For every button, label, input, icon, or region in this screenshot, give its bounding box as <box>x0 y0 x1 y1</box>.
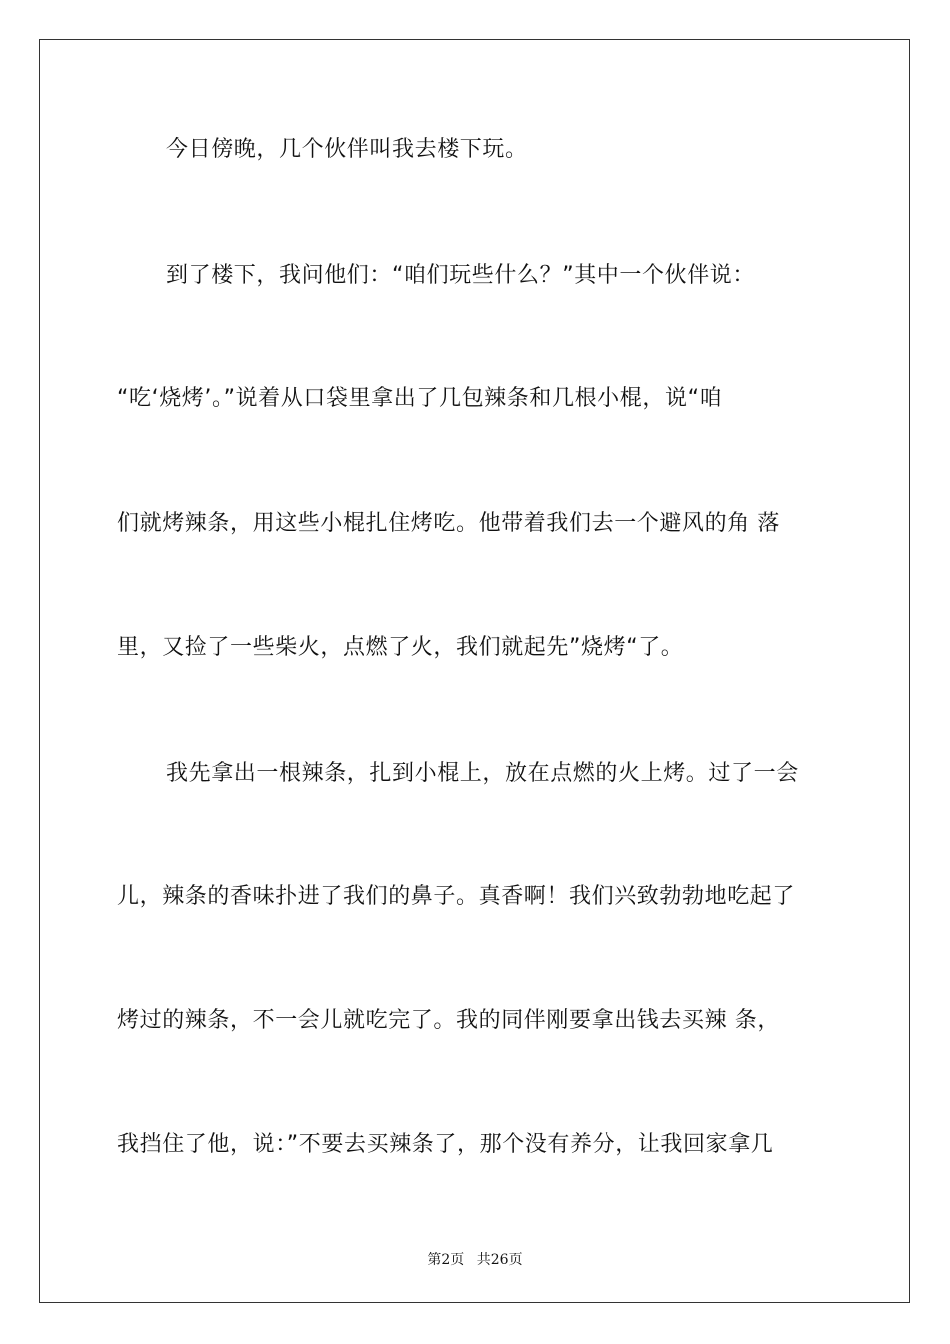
paragraph-line: “吃‘烧烤’。”说着从口袋里拿出了几包辣条和几根小棍，说“咱 <box>117 386 723 411</box>
paragraph-line: 们就烤辣条，用这些小棍扎住烤吃。他带着我们去一个避风的角 落 <box>117 511 780 536</box>
paragraph-line: 今日傍晚，几个伙伴叫我去楼下玩。 <box>166 137 528 162</box>
page-border <box>39 39 910 1303</box>
paragraph-line: 烤过的辣条，不一会儿就吃完了。我的同伴刚要拿出钱去买辣 条， <box>117 1008 780 1033</box>
paragraph-line: 到了楼下，我问他们：“咱们玩些什么？”其中一个伙伴说： <box>166 263 755 288</box>
paragraph-line: 儿，辣条的香味扑进了我们的鼻子。真香啊！我们兴致勃勃地吃起了 <box>117 884 796 909</box>
paragraph-line: 我挡住了他，说：”不要去买辣条了，那个没有养分，让我回家拿几 <box>117 1132 774 1157</box>
paragraph-line: 我先拿出一根辣条，扎到小棍上，放在点燃的火上烤。过了一会 <box>166 761 799 786</box>
page-footer <box>0 1249 950 1269</box>
page-total: 共26页 <box>476 1252 523 1268</box>
page-number: 第2页 <box>427 1252 465 1268</box>
paragraph-line: 里，又捡了一些柴火，点燃了火，我们就起先”烧烤“了。 <box>117 635 684 660</box>
